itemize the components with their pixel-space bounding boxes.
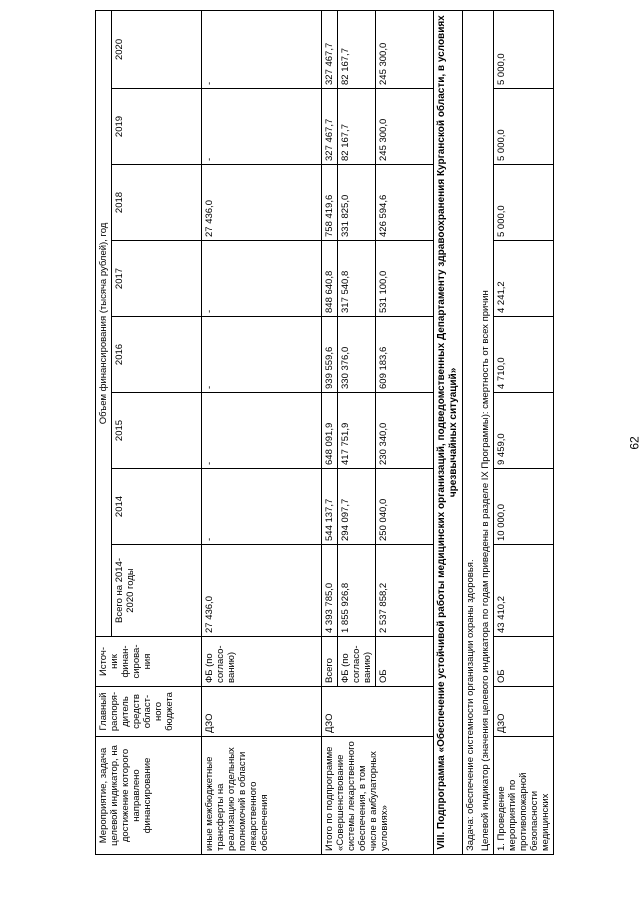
total-cell: 43 410,2 <box>494 545 554 637</box>
page-number: 62 <box>627 436 642 450</box>
value-cell: 5 000,0 <box>494 89 554 165</box>
total-value-cell: 250 040,0 <box>376 469 434 545</box>
header-year: 2019 <box>112 89 202 165</box>
header-measure: Мероприятие, задача целевой индикатор, на достижение которого направлено финансирование <box>96 737 202 855</box>
value-cell: 27 436,0 <box>202 165 322 241</box>
header-row-1 <box>96 10 112 854</box>
total-value-cell: 426 594,6 <box>376 165 434 241</box>
source-cell: ОБ <box>494 637 554 687</box>
total-value-cell: 230 340,0 <box>376 393 434 469</box>
total-value-cell: 848 640,8 <box>322 241 338 317</box>
indicator-line: Целевой индикатор (значения целевого индикатора по годам приведены в разделе IX Программы): смертность от всех причин <box>478 10 494 854</box>
value-cell: - <box>202 317 322 393</box>
header-source: Источ-ник финан-сирова-ния <box>96 637 202 687</box>
total-total-cell: 4 393 785,0 <box>322 545 338 637</box>
total-value-cell: 331 825,0 <box>338 165 376 241</box>
total-value-cell: 327 467,7 <box>322 89 338 165</box>
total-value-cell: 417 751,9 <box>338 393 376 469</box>
measure-cell: иные межбюджетные трансферты на реализацию отдельных полномочий в области лекарственного обеспечения <box>202 737 322 855</box>
total-value-cell: 939 559,6 <box>322 317 338 393</box>
value-cell: 4 710,0 <box>494 317 554 393</box>
task-line: Задача: обеспечение системности организации охраны здоровья. <box>463 10 479 854</box>
header-manager: Главный распоря-дитель средств област-ного бюджета <box>96 687 202 737</box>
total-value-cell: 82 167,7 <box>338 10 376 88</box>
total-total-cell: 1 855 926,8 <box>338 545 376 637</box>
header-year: 2020 <box>112 10 202 88</box>
total-value-cell: 544 137,7 <box>322 469 338 545</box>
total-value-cell: 245 300,0 <box>376 89 434 165</box>
value-cell: - <box>202 10 322 88</box>
header-total: Всего на 2014-2020 годы <box>112 545 202 637</box>
indicator-row <box>478 10 494 854</box>
total-value-cell: 609 183,6 <box>376 317 434 393</box>
total-value-cell: 245 300,0 <box>376 10 434 88</box>
funding-table <box>95 10 554 855</box>
total-value-cell: 330 376,0 <box>338 317 376 393</box>
header-year: 2017 <box>112 241 202 317</box>
table-row <box>494 10 554 854</box>
header-year: 2018 <box>112 165 202 241</box>
total-value-cell: 758 419,6 <box>322 165 338 241</box>
total-value-cell: 648 091,9 <box>322 393 338 469</box>
total-value-cell: 294 097,7 <box>338 469 376 545</box>
total-source-cell: Всего <box>322 637 338 687</box>
section-title: VIII. Подпрограмма «Обеспечение устойчивой работы медицинских организаций, подведомственных Департаменту здравоохранения Курганской области, в условиях чрезвычайных ситуаций» <box>434 10 463 854</box>
header-year: 2016 <box>112 317 202 393</box>
total-row-all <box>322 10 338 854</box>
manager-cell: ДЗО <box>202 687 322 737</box>
value-cell: 10 000,0 <box>494 469 554 545</box>
value-cell: - <box>202 393 322 469</box>
header-year: 2015 <box>112 393 202 469</box>
total-measure-cell: Итого по подпрограмме «Совершенствование системы лекарственного обеспечения, в том числе в амбулаторных условиях» <box>322 737 434 855</box>
total-total-cell: 2 537 858,2 <box>376 545 434 637</box>
value-cell: 5 000,0 <box>494 10 554 88</box>
total-value-cell: 327 467,7 <box>322 10 338 88</box>
value-cell: 9 459,0 <box>494 393 554 469</box>
value-cell: - <box>202 241 322 317</box>
total-source-cell: ОБ <box>376 637 434 687</box>
total-manager-cell: ДЗО <box>322 687 434 737</box>
value-cell: 4 241,2 <box>494 241 554 317</box>
rotated-table-area <box>95 15 551 855</box>
value-cell: - <box>202 89 322 165</box>
manager-cell: ДЗО <box>494 687 554 737</box>
measure-cell: 1. Проведение мероприятий по противопожарной безопасности медицинских <box>494 737 554 855</box>
total-value-cell: 82 167,7 <box>338 89 376 165</box>
table-row <box>202 10 322 854</box>
task-row <box>463 10 479 854</box>
total-cell: 27 436,0 <box>202 545 322 637</box>
source-cell: ФБ (по согласо-ванию) <box>202 637 322 687</box>
section-row <box>434 10 463 854</box>
header-funding-group: Объем финансирования (тысяча рублей), год <box>96 10 112 636</box>
value-cell: 5 000,0 <box>494 165 554 241</box>
total-source-cell: ФБ (по согласо-ванию) <box>338 637 376 687</box>
value-cell: - <box>202 469 322 545</box>
header-year: 2014 <box>112 469 202 545</box>
total-value-cell: 317 540,8 <box>338 241 376 317</box>
total-value-cell: 531 100,0 <box>376 241 434 317</box>
